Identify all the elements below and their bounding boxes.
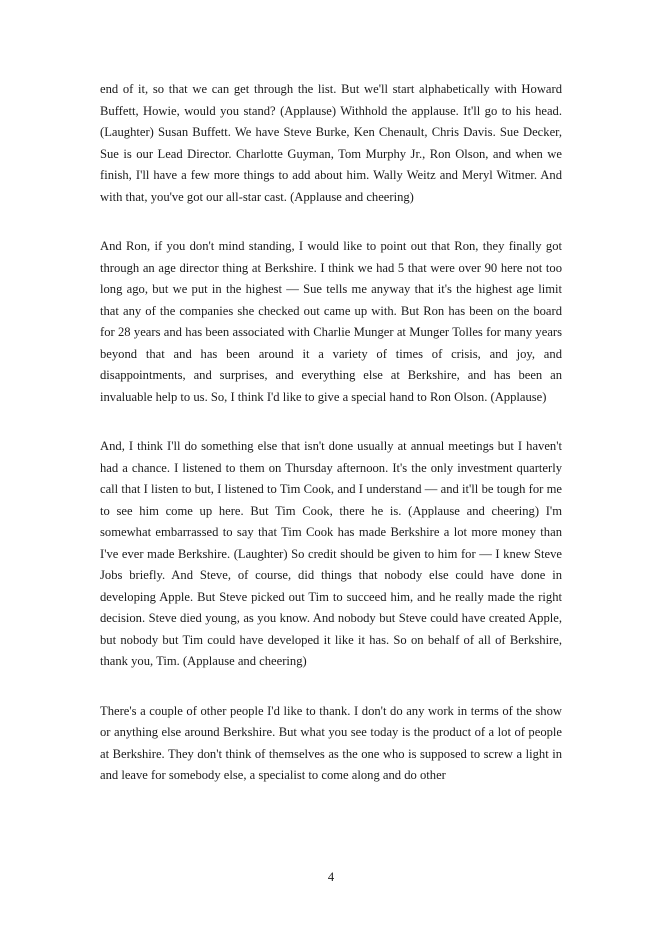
- body-text: [100, 79, 562, 787]
- paragraph-4: There's a couple of other people I'd like to thank. I don't do any work in terms of the show or anything else around Berkshire. But what you see today is the product of a lot of people at Berkshire. They don't think of themselves as the one who is supposed to screw a light in and leave for somebody else, a specialist to come along and do other: [100, 703, 562, 782]
- paragraph-3: And, I think I'll do something else that isn't done usually at annual meetings but I haven't had a chance. I listened to them on Thursday afternoon. It's the only investment quarterly call that I listen to but, I listened to Tim Cook, and I understand — and it'll be tough for me to see him come up here. But Tim Cook, there he is. (Applause and cheering) I'm somewhat embarrassed to say that Tim Cook has made Berkshire a lot more money than I've ever made Berkshire. (Laughter) So credit should be given to him for — I knew Steve Jobs briefly. And Steve, of course, did things that nobody else could have done in developing Apple. But Steve picked out Tim to succeed him, and he really made the right decision. Steve died young, as you know. And nobody but Steve could have created Apple, but nobody but Tim could have developed it like it has. So on behalf of all of Berkshire, thank you, Tim. (Applause and cheering): [100, 439, 562, 668]
- paragraph-1: end of it, so that we can get through the list. But we'll start alphabetically with Howard Buffett, Howie, would you stand? (Applause) Withhold the applause. It'll go to his head. (Laughter) Susan Buffett. We have Steve Burke, Ken Chenault, Chris Davis. Sue Decker, Sue is our Lead Director. Charlotte Guyman, Tom Murphy Jr., Ron Olson, and when we finish, I'll have a few more things to add about him. Wally Weitz and Meryl Witmer. And with that, you've got our all-star cast. (Applause and cheering): [100, 82, 562, 204]
- paragraph-2: And Ron, if you don't mind standing, I would like to point out that Ron, they finally got through an age director thing at Berkshire. I think we had 5 that were over 90 here not too long ago, but we put in the highest — Sue tells me anyway that it's the highest age limit that any of the companies she checked out came up with. But Ron has been on the board for 28 years and has been associated with Charlie Munger at Munger Tolles for many years beyond that and has been around it a variety of times of crisis, and joy, and disappointments, and surprises, and everything else at Berkshire, and has been an invaluable help to us. So, I think I'd like to give a special hand to Ron Olson. (Applause): [100, 239, 562, 404]
- page-number: 4: [327, 870, 335, 884]
